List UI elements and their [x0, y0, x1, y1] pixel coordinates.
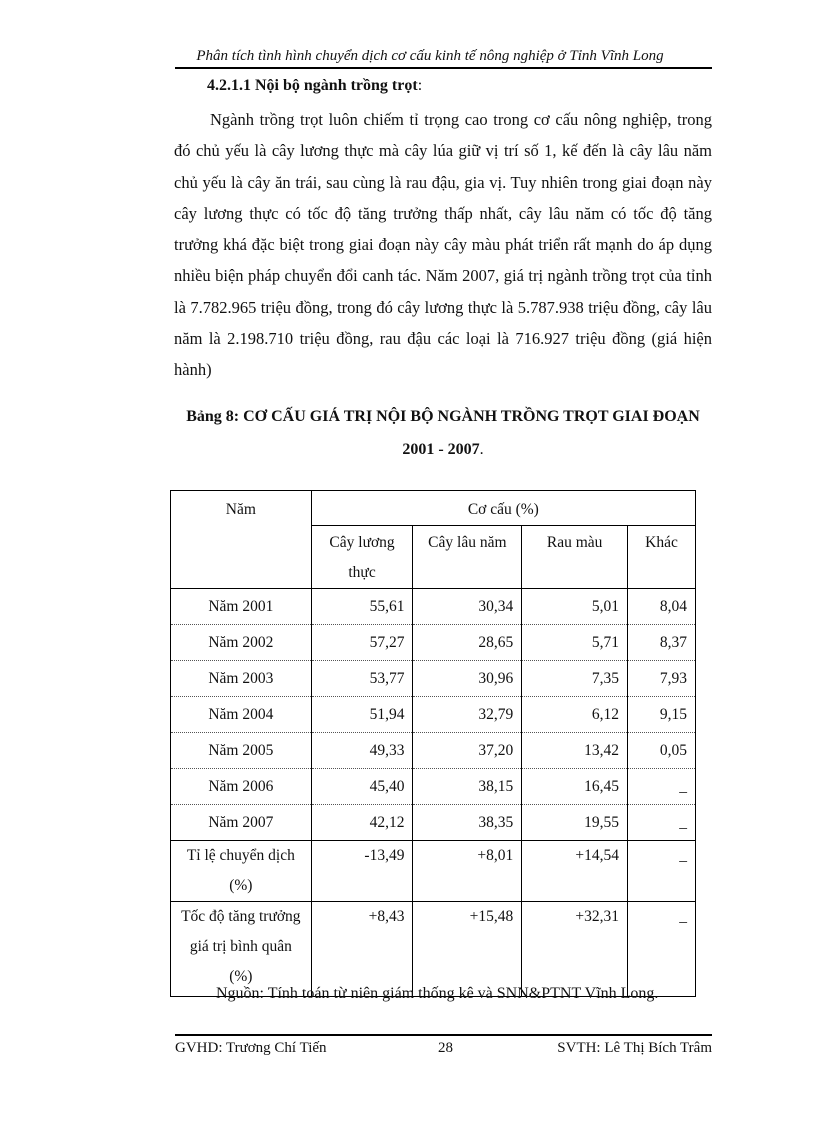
- table-row: [171, 625, 696, 661]
- table-title-period: .: [479, 441, 484, 458]
- row-label: Năm 2007: [171, 805, 312, 841]
- cell-perennial: +8,01: [413, 841, 522, 902]
- section-title: [207, 77, 422, 95]
- cell-other: _: [628, 902, 696, 997]
- table-title-line2: 2001 - 2007: [402, 441, 480, 458]
- cell-perennial: 30,96: [413, 661, 522, 697]
- cell-vegetables: +14,54: [522, 841, 628, 902]
- cell-perennial: +15,48: [413, 902, 522, 997]
- running-header: Phân tích tình hình chuyển dịch cơ cấu kinh tế nông nghiệp ở Tỉnh Vĩnh Long: [196, 48, 664, 64]
- cell-vegetables: 6,12: [522, 697, 628, 733]
- header-vegetables: Rau màu: [522, 526, 628, 589]
- cell-vegetables: +32,31: [522, 902, 628, 997]
- table-row: [171, 697, 696, 733]
- cell-other: 8,37: [628, 625, 696, 661]
- cell-perennial: 38,15: [413, 769, 522, 805]
- cell-food: 51,94: [311, 697, 413, 733]
- row-label: Năm 2002: [171, 625, 312, 661]
- table-row: [171, 661, 696, 697]
- footer-advisor: GVHD: Trương Chí Tiến: [175, 1040, 327, 1056]
- cell-food: -13,49: [311, 841, 413, 902]
- cell-vegetables: 13,42: [522, 733, 628, 769]
- cell-perennial: 37,20: [413, 733, 522, 769]
- cell-vegetables: 7,35: [522, 661, 628, 697]
- cell-other: 8,04: [628, 589, 696, 625]
- cell-perennial: 28,65: [413, 625, 522, 661]
- header-year: Năm: [171, 491, 312, 589]
- header-structure: Cơ cấu (%): [311, 491, 695, 526]
- row-label: Tỉ lệ chuyển dịch (%): [171, 841, 312, 902]
- header-other: Khác: [628, 526, 696, 589]
- table-title: [174, 400, 712, 466]
- header-rule: [175, 67, 712, 69]
- cell-vegetables: 5,71: [522, 625, 628, 661]
- footer-rule: [175, 1034, 712, 1036]
- table-row: [171, 733, 696, 769]
- table-row: [171, 769, 696, 805]
- footer-page-number: 28: [438, 1040, 453, 1056]
- table-row: [171, 589, 696, 625]
- header-perennial-crops: Cây lâu năm: [413, 526, 522, 589]
- body-paragraph: Ngành trồng trọt luôn chiếm tỉ trọng cao trong cơ cấu nông nghiệp, trong đó chủ yếu là cây lương thực mà cây lúa giữ vị trí số 1, kế đến là cây lâu năm chủ yếu là cây ăn trái, sau cùng là rau đậu, gia vị. Tuy nhiên trong giai đoạn này cây lương thực có tốc độ tăng trưởng thấp nhất, cây lâu năm có tốc độ tăng trưởng khá đặc biệt trong giai đoạn này cây màu phát triển rất mạnh do áp dụng nhiều biện pháp chuyển đổi canh tác. Năm 2007, giá trị ngành trồng trọt của tỉnh là 7.782.965 triệu đồng, trong đó cây lương thực là 5.787.938 triệu đồng, cây lâu năm là 2.198.710 triệu đồng, rau đậu các loại là 716.927 triệu đồng (giá hiện hành): [174, 110, 712, 380]
- header-food-crops: Cây lương thực: [311, 526, 413, 589]
- row-label: Năm 2005: [171, 733, 312, 769]
- cell-other: 7,93: [628, 661, 696, 697]
- row-label: Năm 2006: [171, 769, 312, 805]
- structure-table: [170, 490, 696, 997]
- cell-food: 42,12: [311, 805, 413, 841]
- cell-food: 49,33: [311, 733, 413, 769]
- cell-food: 45,40: [311, 769, 413, 805]
- cell-food: 57,27: [311, 625, 413, 661]
- row-label: Năm 2001: [171, 589, 312, 625]
- cell-other: _: [628, 841, 696, 902]
- source-note: Nguồn: Tính toán từ niên giám thống kê và SNN&PTNT Vĩnh Long.: [216, 985, 659, 1002]
- row-label: Tốc độ tăng trưởng giá trị bình quân (%): [171, 902, 312, 997]
- cell-perennial: 30,34: [413, 589, 522, 625]
- cell-food: +8,43: [311, 902, 413, 997]
- table-row: [171, 841, 696, 902]
- cell-vegetables: 5,01: [522, 589, 628, 625]
- table-title-line1: Bảng 8: CƠ CẤU GIÁ TRỊ NỘI BỘ NGÀNH TRỒNG TRỌT GIAI ĐOẠN: [186, 408, 700, 425]
- cell-vegetables: 16,45: [522, 769, 628, 805]
- cell-perennial: 32,79: [413, 697, 522, 733]
- cell-vegetables: 19,55: [522, 805, 628, 841]
- row-label: Năm 2003: [171, 661, 312, 697]
- cell-other: 9,15: [628, 697, 696, 733]
- row-label: Năm 2004: [171, 697, 312, 733]
- footer-student: SVTH: Lê Thị Bích Trâm: [557, 1040, 712, 1056]
- section-title-colon: :: [417, 77, 423, 94]
- table-row: [171, 805, 696, 841]
- table-row: [171, 902, 696, 997]
- section-title-text: 4.2.1.1 Nội bộ ngành trồng trọt: [207, 77, 418, 94]
- cell-food: 53,77: [311, 661, 413, 697]
- cell-other: _: [628, 769, 696, 805]
- cell-other: 0,05: [628, 733, 696, 769]
- cell-other: _: [628, 805, 696, 841]
- cell-food: 55,61: [311, 589, 413, 625]
- cell-perennial: 38,35: [413, 805, 522, 841]
